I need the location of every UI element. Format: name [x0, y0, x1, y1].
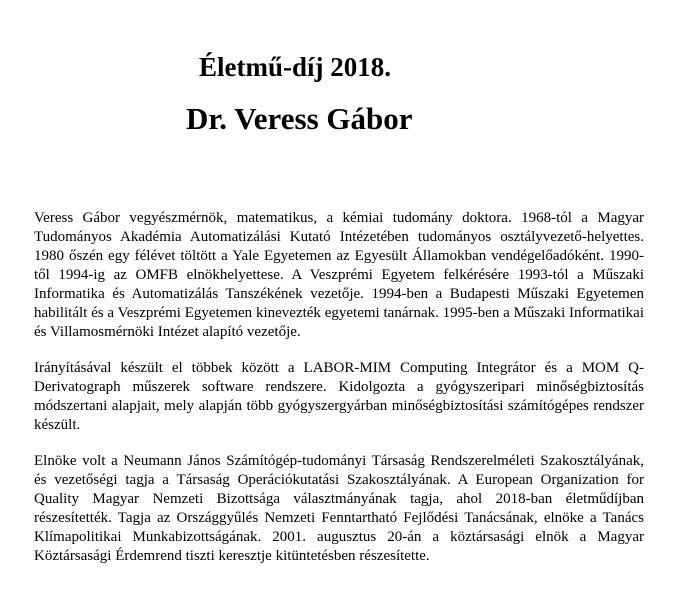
person-name: Dr. Veress Gábor — [186, 101, 413, 136]
biography-paragraph-memberships: Elnöke volt a Neumann János Számítógép-tudományi Társaság Rendszerelméleti Szakosztályának, és vezetőségi tagja a Társaság Operációkutatási Szakosztályának. A European Organization for Quality Magyar Nemzeti Bizottsága választmányának tagja, ahol 2018-ban életműdíjban részesítették. Tagja az Országgyűlés Nemzeti Fenntartható Fejlődési Tanácsának, elnöke a Tanács Klímapolitikai Munkabizottságának. 2001. augusztus 20-án a köztársasági elnök a Magyar Köztársasági Érdemrend tiszti keresztje kitüntetésben részesítette. — [34, 453, 644, 564]
award-title: Életmű-díj 2018. — [199, 52, 391, 82]
biography-paragraph-work: Irányításával készült el többek között a LABOR-MIM Computing Integrátor és a MOM Q-Derivatograph műszerek software rendszere. Kidolgozta a gyógyszeripari minőségbiztosítás módszertani alapjait, mely alapján több gyógyszergyárban minőségbiztosítási számítógépes rendszer készült. — [34, 360, 644, 433]
biography-text — [34, 209, 644, 583]
biography-paragraph-career: Veress Gábor vegyészmérnök, matematikus, a kémiai tudomány doktora. 1968-tól a Magyar Tudományos Akadémia Automatizálási Kutató Intézetében tudományos osztályvezető-helyettes. 1980 őszén egy félévet töltött a Yale Egyetemen az Egyesült Államokban vendégelőadóként. 1990-től 1994-ig az OMFB elnökhelyettese. A Veszprémi Egyetem felkérésére 1993-tól a Műszaki Informatika és Automatizálás Tanszékének vezetője. 1994-ben a Budapesti Műszaki Egyetemen habilitált és a Veszprémi Egyetemen kinevezték egyetemi tanárnak. 1995-ben a Műszaki Informatikai és Villamosmérnöki Intézet alapító vezetője. — [34, 210, 644, 340]
